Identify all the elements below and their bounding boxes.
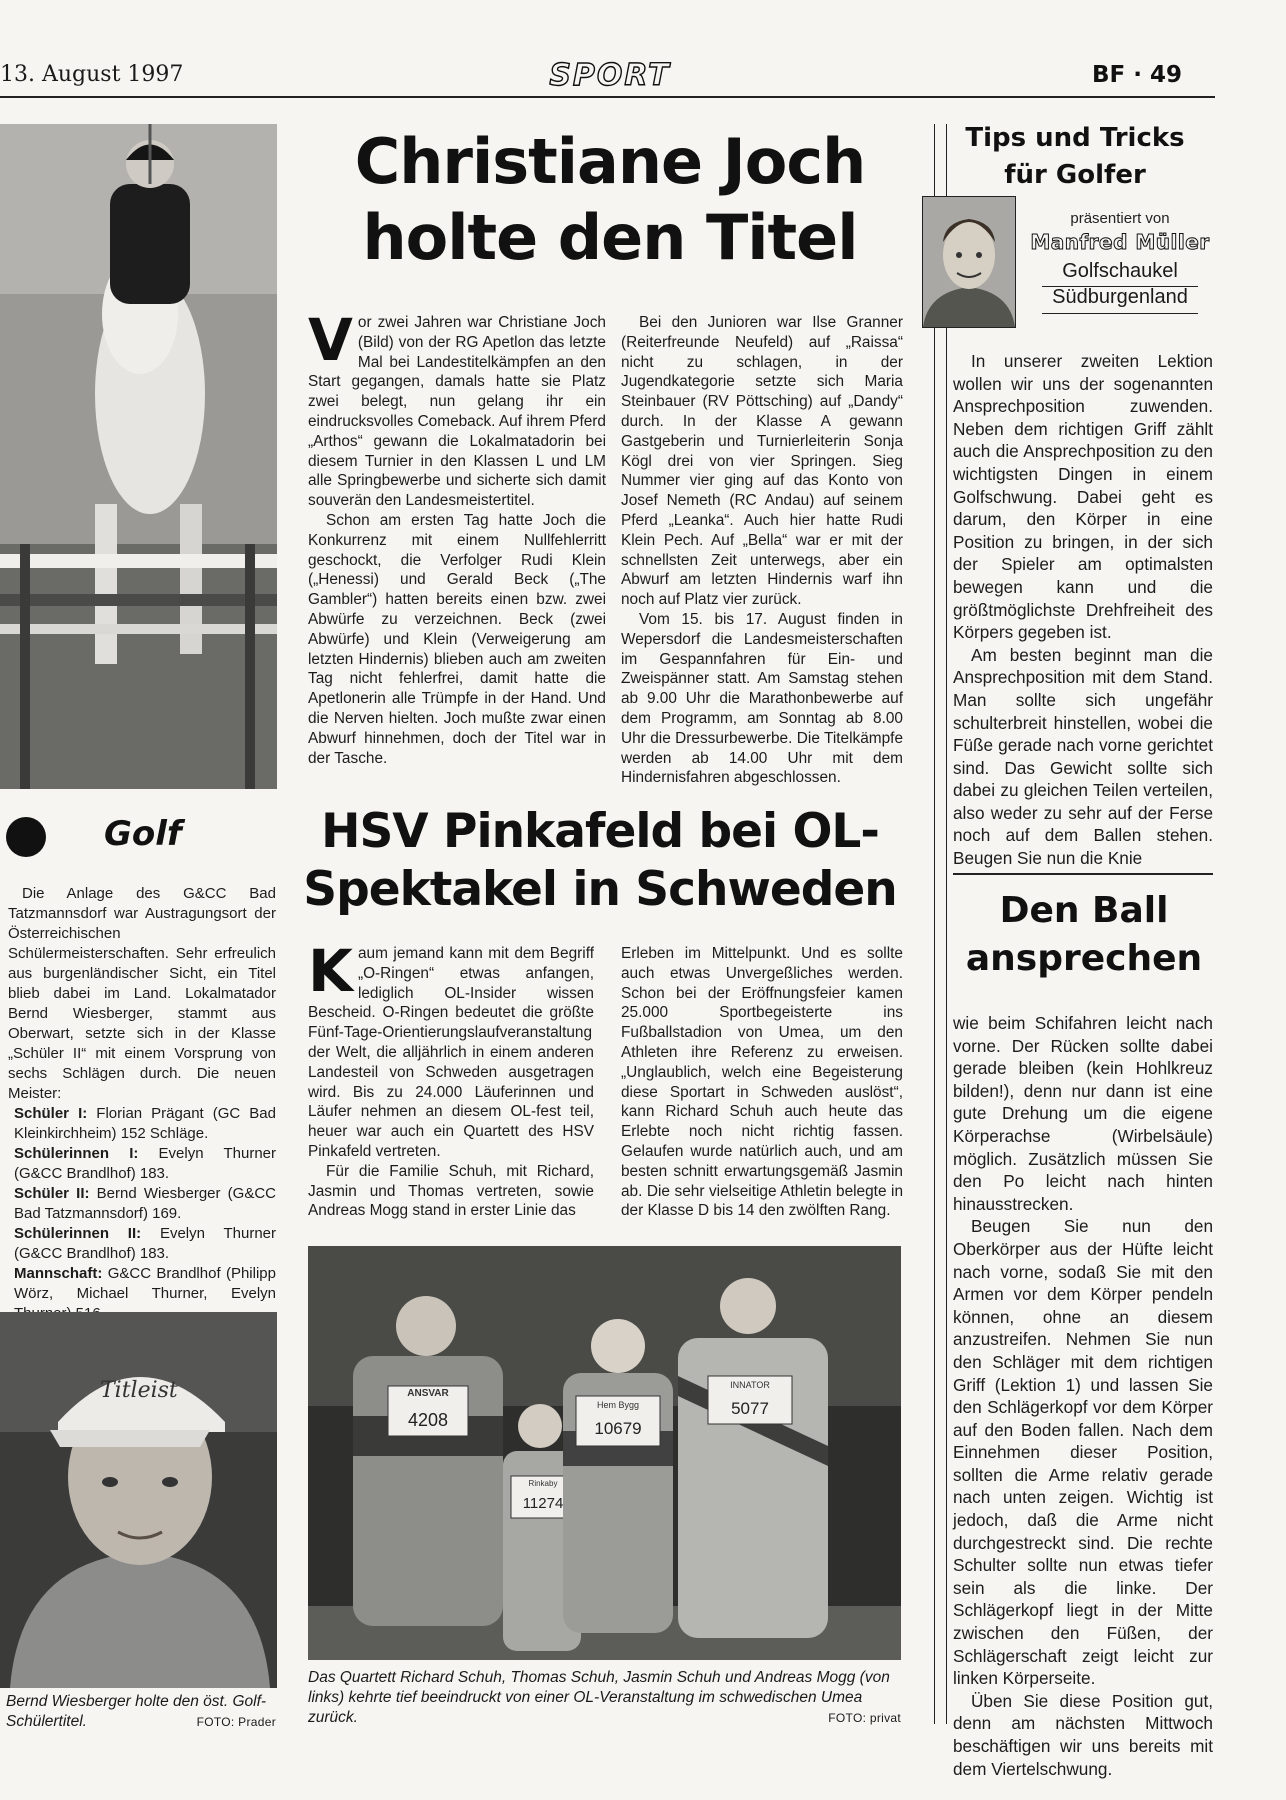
svg-text:Titleist: Titleist (100, 1378, 178, 1403)
presented-by: präsentiert von (1070, 210, 1170, 227)
main-headline: Christiane Joch holte den Titel (354, 125, 866, 274)
ol-headline: HSV Pinkafeld bei OL-Spektakel in Schweden (303, 804, 897, 917)
bib-number: 4208 (407, 1410, 449, 1430)
golf-photo-caption (6, 1692, 276, 1732)
result-row (8, 1104, 276, 1144)
result-text: G&CC Brandlhof (Philipp Wörz, Michael Thurner, Evelyn (14, 1265, 276, 1302)
caption-text: Bernd Wiesberger holte den öst. Golf-Schülertitel. (6, 1693, 267, 1730)
paragraph: Am besten beginnt man die Ansprechposition mit dem Stand. Man sollte sich ungefähr schulterbreit hinstellen, wobei die Füße gerade nach vorne gerichtet sind. Das Gewicht sollte sich dabei zu gleichen Teilen verteilen, also weder zu sehr auf der Ferse noch auf dem Ballen stehen. Beugen Sie nun die Knie (953, 644, 1213, 869)
result-label: Schüler II: (14, 1185, 90, 1202)
paragraph: Bei den Junioren war Ilse Granner (Reiterfreunde Neufeld) auf „Raissa“ nicht zu schlagen, in der Jugendkategorie setzte sich Maria Steinbauer (RV Pöttsching) auf „Dandy“ durch. In der Klasse A gewann Gastgeberin und Turnierleiterin Sonja Kögl drei von vier Springen. Sieg Nummer vier ging auf das Konto von Josef Nemeth (RC Andau) auf seinem Pferd „Leanka“. Auch hier hatte Rudi Klein Pech. Auf „Bella“ war er mit der schnellsten Zeit unterwegs, aber ein Abwurf am letzten Hindernis warf ihn noch auf Platz vier zurück. (621, 314, 903, 609)
author-name: Manfred Müller (1030, 230, 1210, 254)
club-divider (1042, 313, 1198, 314)
paragraph: Vom 15. bis 17. August finden in Wepersdorf die Landesmeisterschaften im Gespannfahren für Ein- und Zweispänner statt. Am Samstag stehen ab 9.00 Uhr die Marathonbewerbe auf dem Programm, am Sonntag ab 8.00 Uhr die Dressurbewerbe. Die Titelkämpfe werden ab 14.00 Uhr mit dem Hindernisfahren abgeschlossen. (621, 610, 903, 787)
result-text: Evelyn Thurner (G&CC Brandlhof) 183. (14, 1225, 276, 1262)
tips-title: Tips und Tricks für Golfer (965, 123, 1185, 190)
result-text: Bernd Wiesberger (G&CC Bad Tatzmannsdorf) 169. (14, 1185, 276, 1222)
bib-sponsor: Rinkaby (528, 1479, 558, 1488)
result-label: Mannschaft: (14, 1265, 103, 1282)
ol-article-col1 (308, 937, 594, 1221)
result-text: Florian Prägant (GC Bad Kleinkirchheim) 152 Schläge. (14, 1105, 276, 1142)
tips-subheading: Den Ball ansprechen (965, 890, 1203, 979)
golf-article (8, 884, 276, 1324)
photo-credit: FOTO: Prader (196, 1715, 276, 1729)
result-row (8, 1144, 276, 1184)
bib-sponsor: INNATOR (730, 1380, 770, 1390)
golf-boy-illustration (0, 1312, 277, 1688)
section-title: SPORT (549, 58, 671, 93)
result-label: Schülerinnen II: (14, 1225, 142, 1242)
golf-boy-photo (0, 1312, 277, 1688)
result-text: Evelyn Thurner (G&CC Brandlhof) 183. (14, 1145, 276, 1182)
tips-article-part2 (953, 1012, 1213, 1780)
result-row (8, 1184, 276, 1224)
paragraph: wie beim Schifahren leicht nach vorne. Der Rücken sollte dabei gerade bleiben (kein Hohlkreuz bilden!), denn nur dann ist eine gute Drehung um die eigene Körperachse (Wirbelsäule) möglich. Zusätzlich müssen Sie den Po leicht nach hinten hinausstrecken. (953, 1013, 1213, 1214)
paragraph: Üben Sie diese Position gut, denn am nächsten Mittwoch beschäftigen wir uns bereits mit dem Viertelschwung. (953, 1690, 1213, 1779)
bib-number: 10679 (594, 1419, 642, 1438)
paragraph: Beugen Sie nun den Oberkörper aus der Hüfte leicht nach vorne, sodaß Sie mit den Armen vor dem Körper pendeln können, ohne an diesem anzustreifen. Nehmen Sie nun den Schläger mit dem richtigen Griff (Lektion 1) und lassen Sie den Schlägerkopf vor dem Körper auf den Boden fallen. Nach dem Einnehmen dieser Position, sollten die Arme relativ gerade nach unten zeigen. Wichtig ist jedoch, daß die Arme nicht durchgestreckt sind. Die rechte Schulter sollte nun etwas tiefer sein als die linke. Der Schlägerkopf liegt in der Mitte zwischen den Füßen, der Schlägerschaft zeigt leicht zur linken Körperseite. (953, 1216, 1213, 1689)
paragraph: Schon am ersten Tag hatte Joch die Konkurrenz mit einem Nullfehlerritt geschockt, die Verfolger Rudi Klein („Henessi) und Gerald Beck („The Gambler“) hatten bereits einen bzw. zwei Abwürfe zu verzeichnen. Beck (zwei Abwürfe) und Klein (Verweigerung am letzten Hindernis) blieben auch am zweiten Tag nicht fehlerfrei, damit hatte die Apetlonerin alle Trümpfe in der Hand. Und die Nerven hielten. Joch mußte zwar einen Abwurf hinnehmen, doch der Titel war in der Tasche. (308, 511, 606, 767)
ol-team-photo (308, 1246, 901, 1660)
paragraph: or zwei Jahren war Christiane Joch (Bild) von der RG Apetlon das letzte Mal bei Landestitelkämpfen an den Start gegangen, damals hatte sie Platz zwei belegt, nun gelang ihr ein eindrucksvolles Comeback. Auf ihrem Pferd „Arthos“ gewann die Lokalmatadorin bei diesem Turnier in den Klassen L und LM alle Springbewerbe und sicherte sich damit souverän den Landesmeistertitel. (308, 314, 606, 510)
club-line2: Südburgenland (1052, 286, 1188, 308)
column-rule-inner (946, 124, 947, 1724)
tips-article-part1 (953, 350, 1213, 870)
header-rule (0, 96, 1215, 98)
header-date: 13. August 1997 (0, 62, 184, 87)
ol-team-illustration (308, 1246, 901, 1660)
subheading-rule (953, 873, 1213, 875)
drop-cap: V (308, 306, 353, 374)
paragraph: Erleben im Mittelpunkt. Und es sollte auch etwas Unvergeßliches werden. Schon bei der Eröffnungsfeier kamen 25.000 Sportbegeisterte ins Fußballstadion von Umea, um den Athleten ihre Referenz zu erweisen. „Unglaublich, welch eine Begeisterung diese Sportart in Schweden auslöst“, kann Richard Schuh auch heute das Erlebte noch nicht richtig fassen. Gelaufen wurde natürlich auch, und am besten schnitt erwartungsgemäß Jasmin ab. Die sehr vielseitige Athletin belegte in der Klasse D bis 14 den zwölften Rang. (621, 945, 903, 1220)
column-rule-right (934, 124, 935, 1724)
page-number: BF · 49 (1092, 62, 1183, 88)
ol-photo-caption (308, 1668, 901, 1728)
club-line1: Golfschaukel (1062, 260, 1178, 282)
paragraph: In unserer zweiten Lektion wollen wir uns der sogenannten Ansprechposition zuwenden. Neben dem richtigen Griff zählt auch die Ansprechposition zu den wichtigsten Dingen in einem Golfschwung. Dabei geht es darum, den Körper in eine Position zu bringen, in der sich der Spieler am optimalsten bewegen kann und die größtmöglichste Drehfreiheit des Körpers gegeben ist. (953, 351, 1213, 643)
golf-bullet (6, 817, 46, 857)
drop-cap: K (308, 937, 353, 1005)
golf-results (8, 1104, 276, 1324)
photo-credit: FOTO: privat (828, 1711, 901, 1725)
main-article-col1 (308, 306, 606, 768)
author-portrait-illustration (923, 197, 1015, 327)
ol-article-col2 (621, 944, 903, 1221)
result-label: Schüler I: (14, 1105, 88, 1122)
bib-number: 11274 (522, 1495, 564, 1512)
bib-sponsor: ANSVAR (407, 1388, 449, 1399)
caption-text: Das Quartett Richard Schuh, Thomas Schuh, Jasmin Schuh und Andreas Mogg (von links) kehrte tief beeindruckt von einer OL-Veranstaltung im schwedischen Umea zurück. (308, 1669, 890, 1726)
result-label: Schülerinnen I: (14, 1145, 139, 1162)
paragraph: Für die Familie Schuh, mit Richard, Jasmin und Thomas vertreten, sowie Andreas Mogg stand in erster Linie das (308, 1162, 594, 1220)
result-row (8, 1224, 276, 1264)
bib-sponsor: Hem Bygg (596, 1400, 640, 1410)
golf-intro: Die Anlage des G&CC Bad Tatzmannsdorf war Austragungsort der Österreichischen Schülermeisterschaften. Sehr erfreulich aus burgenländischer Sicht, ein Titel blieb dabei im Land. Lokalmatador Bernd Wiesberger, stammt aus Oberwart, setzte sich in der Klasse „Schüler II“ mit einem Vorsprung von sechs Schlägen durch. Die neuen Meister: (8, 885, 276, 1102)
main-article-col2 (621, 313, 903, 788)
show-jumping-photo (0, 124, 277, 789)
show-jumping-illustration (0, 124, 277, 789)
bib-number: 5077 (731, 1399, 769, 1418)
author-portrait (922, 196, 1016, 328)
paragraph: aum jemand kann mit dem Begriff „O-Ringen“ etwas anfangen, lediglich OL-Insider wissen Bescheid. O-Ringen bedeutet die größte Fünf-Tage-Orientierungslaufveranstaltung der Welt, die alljährlich in einem anderen Landesteil von Schweden ausgetragen wird. Bis zu 24.000 Läuferinnen und Läufer nehmen an diesem OL-fest teil, heuer war auch ein Quartett des HSV Pinkafeld vertreten. (308, 945, 594, 1160)
golf-heading: Golf (104, 814, 182, 854)
